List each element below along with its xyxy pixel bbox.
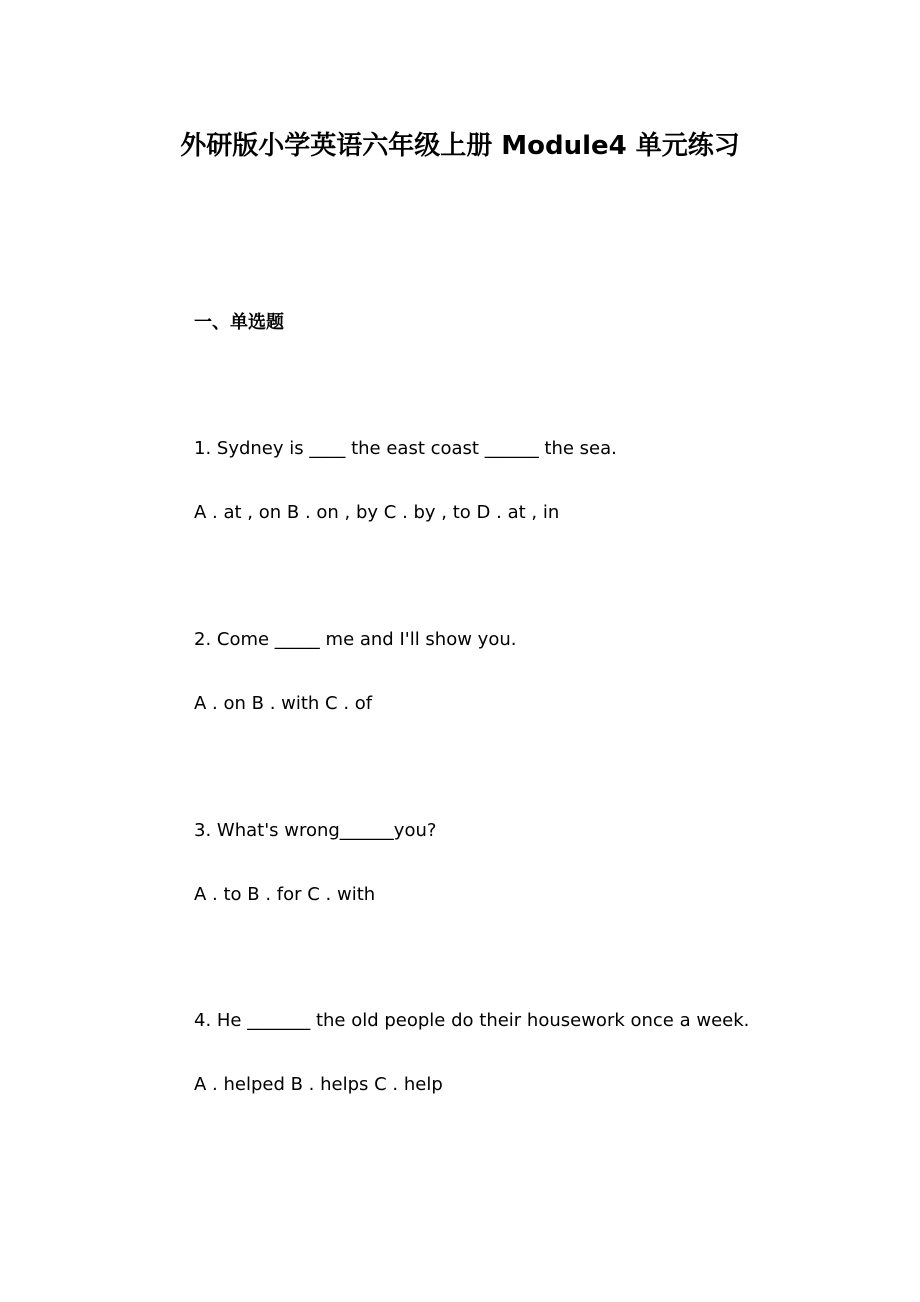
question-options: A . at , on B . on , by C . by , to D . at , in [194,502,560,523]
page-title: 外研版小学英语六年级上册 Module4 单元练习 [180,131,740,161]
question-stem: 1. Sydney is ____ the east coast ______ the sea. [194,438,617,459]
question-stem: 3. What's wrong______you? [194,820,437,841]
question-stem: 4. He _______ the old people do their housework once a week. [194,1010,750,1031]
section-heading: 一、单选题 [194,312,284,333]
question-options: A . helped B . helps C . help [194,1074,443,1095]
question-stem: 2. Come _____ me and I'll show you. [194,629,517,650]
question-options: A . on B . with C . of [194,693,373,714]
question-options: A . to B . for C . with [194,884,376,905]
